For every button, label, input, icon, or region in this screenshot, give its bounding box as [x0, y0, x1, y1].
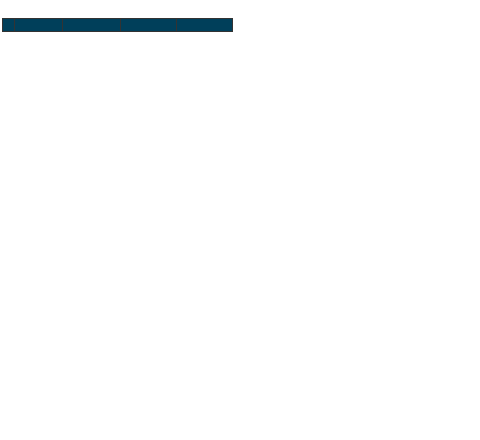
header-name [15, 19, 63, 32]
entries-table [2, 18, 233, 32]
header-damsire [121, 19, 177, 32]
header-grand [177, 19, 233, 32]
header-sire [63, 19, 121, 32]
header-num [3, 19, 15, 32]
